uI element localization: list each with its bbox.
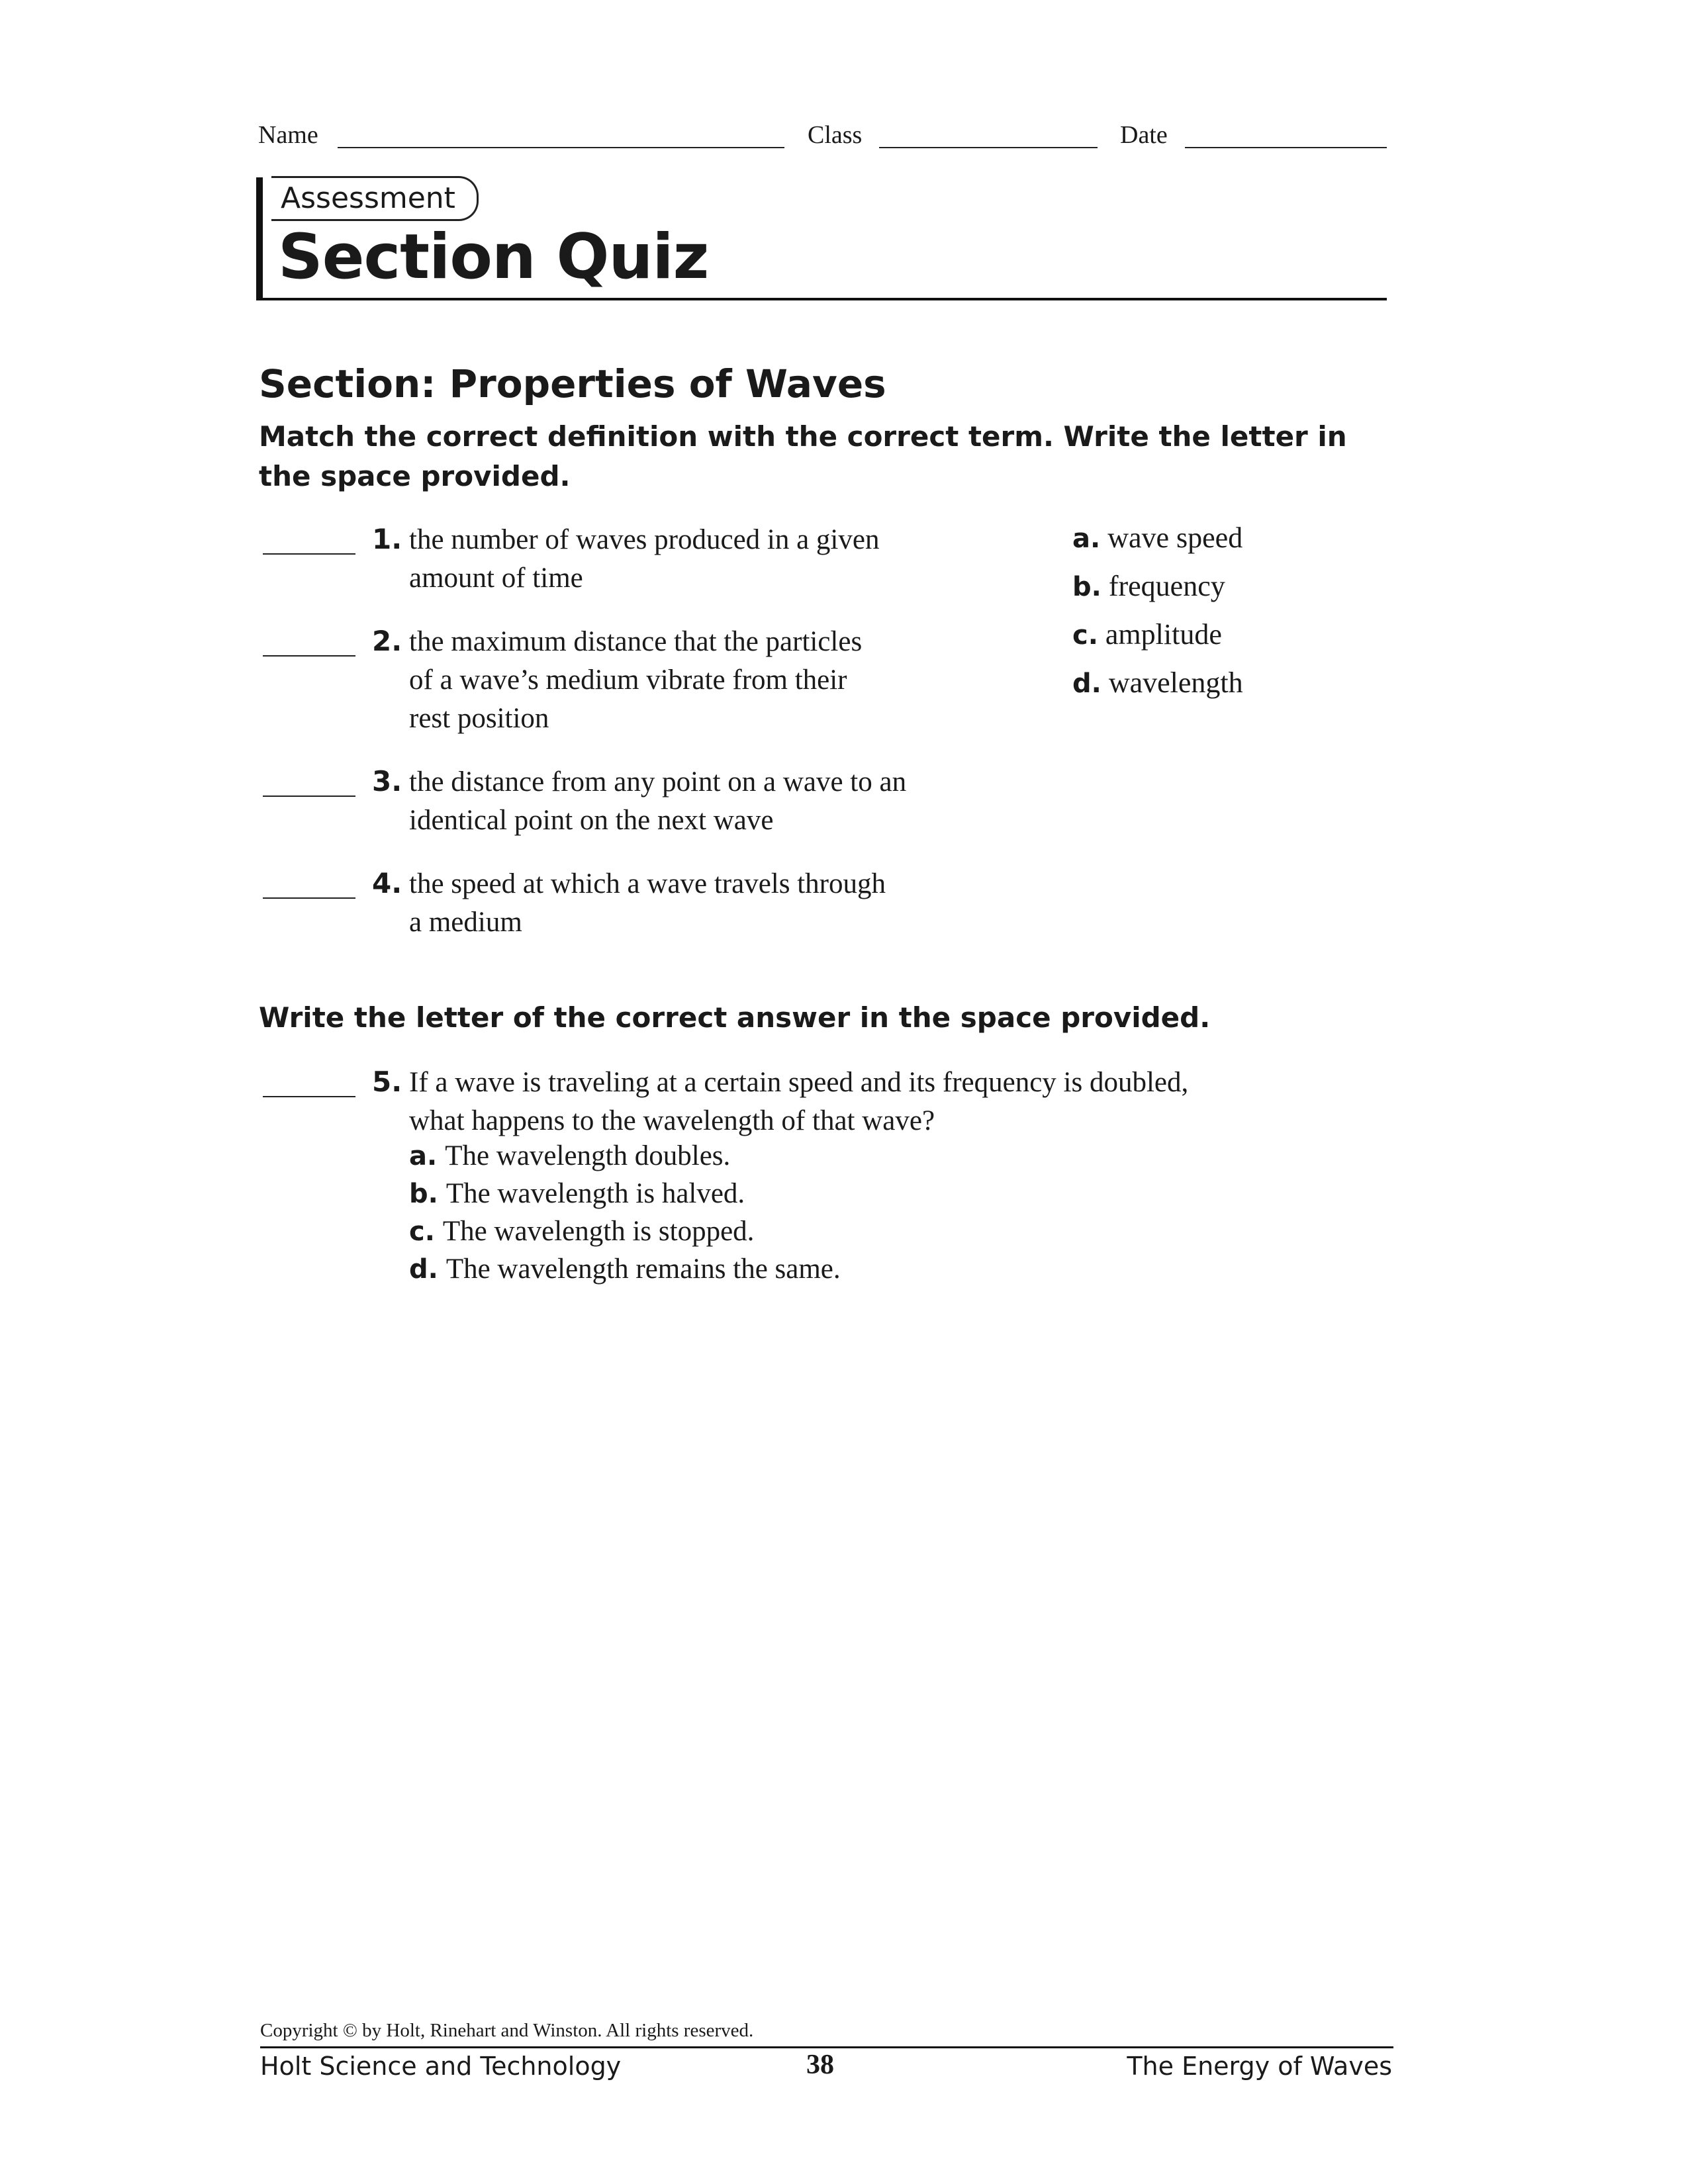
answer-blank-1[interactable] [263,553,355,555]
class-label: Class [808,121,863,149]
choice-option: d. The wavelength remains the same. [409,1253,841,1285]
answer-option: a. wave speed [1072,522,1243,554]
answer-blank-2[interactable] [263,655,355,657]
assessment-tag: Assessment [271,176,479,221]
choice-option: a. The wavelength doubles. [409,1140,731,1171]
question-text: the number of waves produced in a given amount of time [409,524,880,594]
question-text: the distance from any point on a wave to an identical point on the next wave [409,766,907,836]
question-number: 3. [372,765,402,797]
footer-chapter-title: The Energy of Waves [1127,2052,1392,2081]
question-number: 2. [372,625,402,657]
answer-blank-3[interactable] [263,796,355,797]
date-field[interactable] [1185,147,1387,148]
section-heading: Section: Properties of Waves [259,361,886,406]
page-title: Section Quiz [278,221,709,293]
name-field[interactable] [338,147,784,148]
question-text: If a wave is traveling at a certain speed and its frequency is doubled, what happens to the wavelength of that wave? [409,1067,1189,1136]
matching-instructions: Match the correct definition with the correct term. Write the letter in the space provided. [259,420,1347,492]
answer-blank-5[interactable] [263,1096,355,1097]
name-label: Name [258,121,318,149]
copyright-notice: Copyright © by Holt, Rinehart and Winston. All rights reserved. [260,2020,754,2041]
title-divider [256,298,1387,300]
choice-option: b. The wavelength is halved. [409,1178,745,1209]
answer-blank-4[interactable] [263,897,355,899]
class-field[interactable] [879,147,1098,148]
page-number: 38 [806,2050,834,2080]
question-number: 4. [372,867,402,899]
banner-bar [256,177,263,300]
question-number: 1. [372,523,402,555]
footer-book-title: Holt Science and Technology [260,2052,622,2081]
answer-option: d. wavelength [1072,666,1243,699]
mc-instructions: Write the letter of the correct answer in the space provided. [259,1001,1211,1034]
date-label: Date [1120,121,1168,149]
question-text: the speed at which a wave travels through a medium [409,868,886,938]
answer-option: b. frequency [1072,570,1225,602]
question-text: the maximum distance that the particles of a wave’s medium vibrate from their rest position [409,626,863,734]
footer-divider [260,2046,1393,2048]
answer-option: c. amplitude [1072,618,1222,651]
choice-option: c. The wavelength is stopped. [409,1216,755,1247]
question-number: 5. [372,1066,402,1098]
